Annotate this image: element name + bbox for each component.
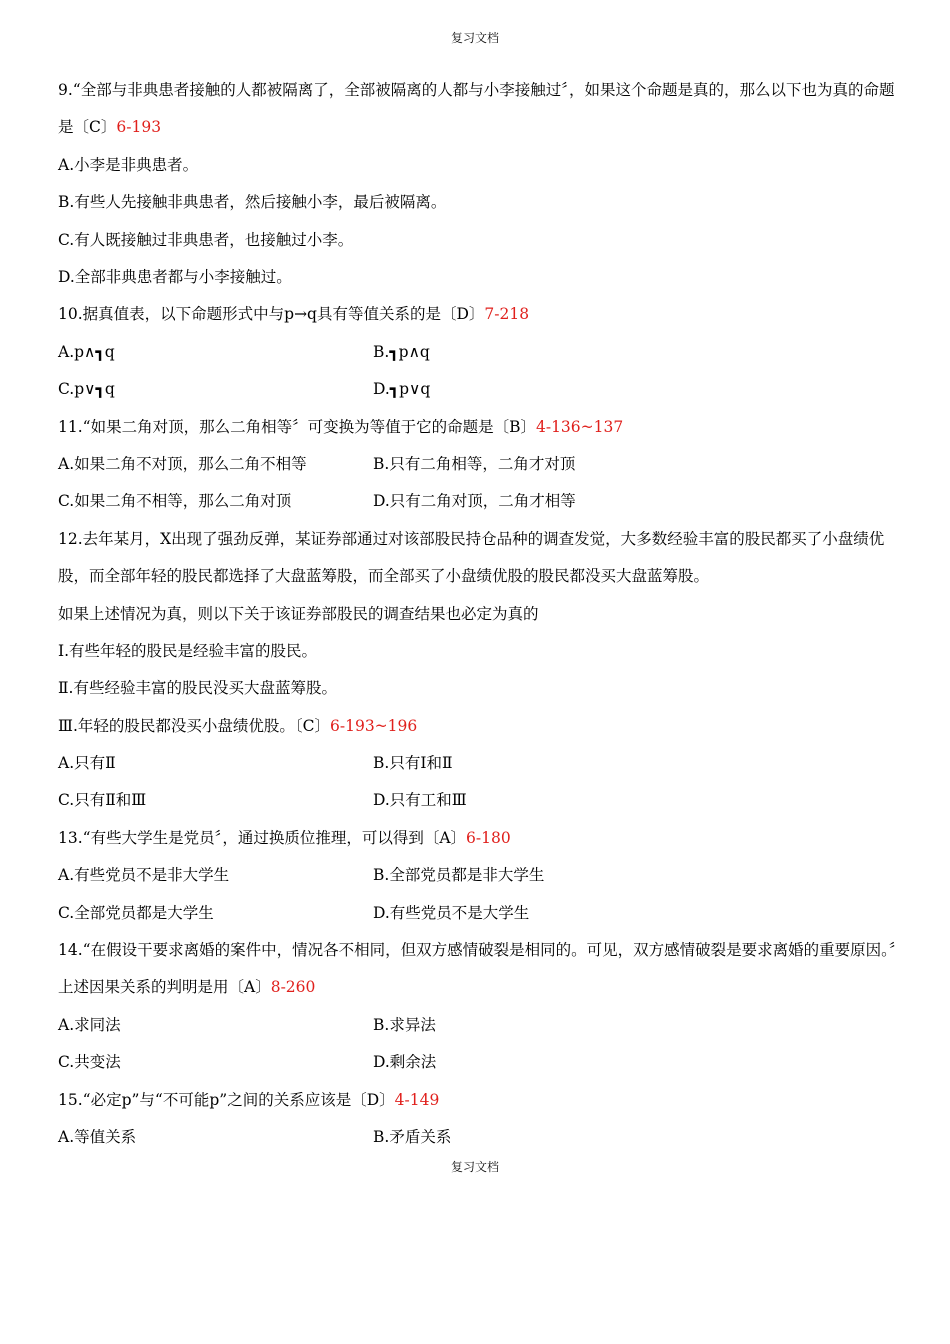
question-12-option-a: A.只有Ⅱ bbox=[58, 754, 116, 773]
question-10-option-d: D.┓p∨q bbox=[373, 380, 431, 399]
question-12-item-1: I.有些年轻的股民是经验丰富的股民。 bbox=[58, 641, 318, 660]
question-12-prompt: 如果上述情况为真，则以下关于该证券部股民的调查结果也必定为真的 bbox=[58, 604, 539, 623]
question-14-option-a: A.求同法 bbox=[58, 1015, 121, 1034]
question-14-stem: 14.“在假设干要求离婚的案件中，情况各不相同，但双方感情破裂是相同的。可见，双方感情破裂是要求离婚的重要原因。〞上述因果关系的判明是用〔A〕8-260 bbox=[58, 941, 897, 997]
question-10-stem: 10.据真值表，以下命题形式中与p→q具有等值关系的是〔D〕7-218 bbox=[58, 305, 530, 324]
question-15-ref: 4-149 bbox=[394, 1090, 440, 1109]
question-9-option-a: A.小李是非典患者。 bbox=[58, 155, 199, 174]
question-11-option-b: B.只有二角相等，二角才对顶 bbox=[373, 454, 576, 473]
question-13-option-d: D.有些党员不是大学生 bbox=[373, 903, 530, 922]
question-10-options-row-2 bbox=[58, 371, 904, 408]
question-12-item-3: Ⅲ.年轻的股民都没买小盘绩优股。〔C〕6-193~196 bbox=[58, 716, 418, 735]
document-body bbox=[58, 72, 904, 1156]
question-12-option-c: C.只有Ⅱ和Ⅲ bbox=[58, 791, 147, 810]
question-13-options-row-1 bbox=[58, 857, 904, 894]
question-12-options-row-1 bbox=[58, 745, 904, 782]
question-14-option-b: B.求异法 bbox=[373, 1015, 436, 1034]
page-footer: 复习文档 bbox=[450, 1160, 499, 1174]
question-15-stem: 15.“必定p”与“不可能p”之间的关系应该是〔D〕4-149 bbox=[58, 1090, 440, 1109]
question-9-ref: 6-193 bbox=[116, 118, 162, 137]
question-11-options-row-2 bbox=[58, 483, 904, 520]
question-12-option-b: B.只有Ⅰ和Ⅱ bbox=[373, 754, 453, 773]
question-11-option-c: C.如果二角不相等，那么二角对顶 bbox=[58, 492, 292, 511]
question-11-ref: 4-136~137 bbox=[535, 417, 624, 436]
page-header: 复习文档 bbox=[450, 31, 499, 45]
question-12-options-row-2 bbox=[58, 782, 904, 819]
question-13-option-c: C.全部党员都是大学生 bbox=[58, 903, 214, 922]
question-11-option-a: A.如果二角不对顶，那么二角不相等 bbox=[58, 454, 307, 473]
question-13-option-a: A.有些党员不是非大学生 bbox=[58, 866, 230, 885]
question-13-options-row-2 bbox=[58, 895, 904, 932]
question-12-option-d: D.只有工和Ⅲ bbox=[373, 791, 467, 810]
question-13-stem: 13.“有些大学生是党员〞，通过换质位推理，可以得到〔A〕6-180 bbox=[58, 828, 511, 847]
question-14-option-d: D.剩余法 bbox=[373, 1053, 437, 1072]
question-15-option-b: B.矛盾关系 bbox=[373, 1127, 452, 1146]
question-12-ref: 6-193~196 bbox=[330, 716, 418, 735]
question-13-ref: 6-180 bbox=[466, 828, 511, 847]
question-13-option-b: B.全部党员都是非大学生 bbox=[373, 866, 545, 885]
question-12-stem: 12.去年某月，X出现了强劲反弹，某证券部通过对该部股民持仓品种的调查发觉，大多数经验丰富的股民都买了小盘绩优股，而全部年轻的股民都选择了大盘蓝筹股，而全部买了小盘绩优股的股民都没买大盘蓝筹股。 bbox=[58, 529, 885, 586]
question-12-item-2: Ⅱ.有些经验丰富的股民没买大盘蓝筹股。 bbox=[58, 679, 337, 698]
question-14-options-row-1 bbox=[58, 1007, 904, 1044]
question-9-option-d: D.全部非典患者都与小李接触过。 bbox=[58, 267, 292, 286]
question-9-option-c: C.有人既接触过非典患者，也接触过小李。 bbox=[58, 230, 354, 249]
question-11-options-row-1 bbox=[58, 446, 904, 483]
question-9-stem: 9.“全部与非典患者接触的人都被隔离了，全部被隔离的人都与小李接触过〞，如果这个命题是真的，那么以下也为真的命题是〔C〕6-193 bbox=[58, 81, 895, 137]
question-10-options-row-1 bbox=[58, 334, 904, 371]
question-9-option-b: B.有些人先接触非典患者，然后接触小李，最后被隔离。 bbox=[58, 193, 447, 212]
question-10-option-b: B.┓p∧q bbox=[373, 342, 430, 361]
question-14-option-c: C.共变法 bbox=[58, 1053, 121, 1072]
question-11-option-d: D.只有二角对顶，二角才相等 bbox=[373, 492, 576, 511]
question-10-option-a: A.p∧┓q bbox=[58, 342, 115, 361]
question-10-option-c: C.p∨┓q bbox=[58, 380, 115, 399]
question-11-stem: 11.“如果二角对顶，那么二角相等〞可变换为等值于它的命题是〔B〕4-136~137 bbox=[58, 417, 624, 436]
question-15-option-a: A.等值关系 bbox=[58, 1127, 137, 1146]
question-15-options-row-1 bbox=[58, 1119, 904, 1156]
question-14-options-row-2 bbox=[58, 1044, 904, 1081]
question-10-ref: 7-218 bbox=[484, 305, 530, 324]
question-14-ref: 8-260 bbox=[270, 978, 316, 997]
